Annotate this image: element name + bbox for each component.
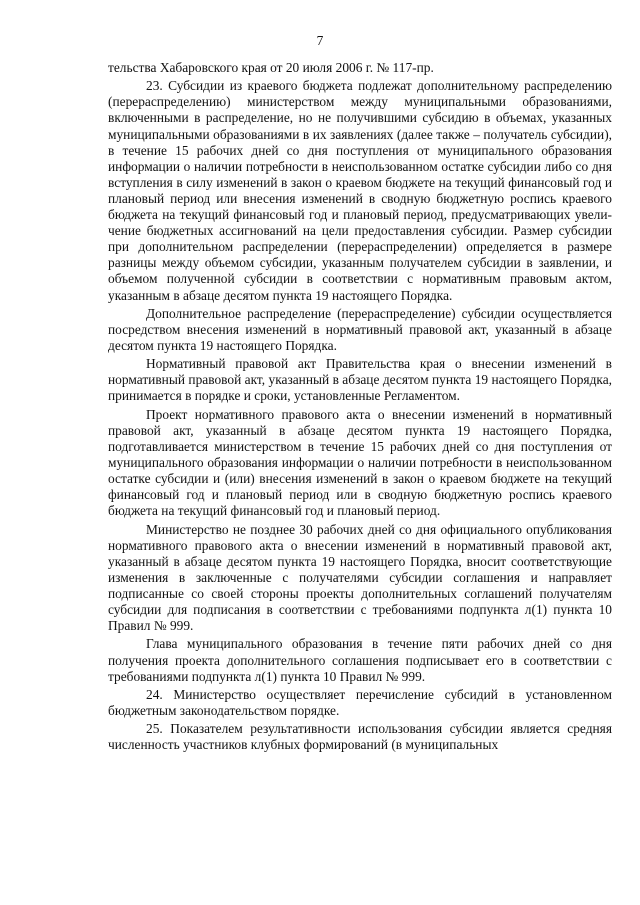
paragraph: 25. Показателем результативности использования субсидии является средняя численность участников клубных формирований (в муниципальных (108, 721, 612, 753)
paragraph: тельства Хабаровского края от 20 июля 2006 г. № 117-пр. (108, 60, 434, 75)
paragraph: 23. Субсидии из краевого бюджета подлежат дополнительному распределению (перераспределению) министерством между муниципальными образованиями, включенными в распределение, но не получившими субсидию в объемах, указанных муниципальными образованиями в их заявлениях (далее также – получатель субсидии), в течение 15 рабочих дней со дня поступления от муниципального образования информации о наличии потребности в неиспользованном остатке субсидии либо со дня вступления в силу изменений в закон о краевом бюджете на текущий финансовый год и плановый период или внесения изменений в сводную бюджетную роспись краевого бюджета на текущий финансовый год и плановый период, предусматривающих увеличение бюджетных ассигнований на цели предоставления субсидии. Размер субсидии при дополнительном распределении (перераспределении) определяется в размере разницы между объемом субсидии, указанным получателем субсидии в заявлении, и объемом полученной субсидии в соответствии с нормативным правовым актом, указанным в абзаце десятом пункта 19 настоящего Порядка. (108, 78, 612, 303)
paragraph: Дополнительное распределение (перераспределение) субсидии осуществляется посредством внесения изменений в нормативный правовой акт, указанный в абзаце десятом пункта 19 настоящего Порядка. (108, 305, 612, 353)
document-body (108, 60, 612, 756)
paragraph: Министерство не позднее 30 рабочих дней со дня официального опубликования нормативного правового акта о внесении изменений в нормативный правовой акт, указанный в абзаце десятом пункта 19 настоящего Порядка, вносит соответствующие изменения в заключенные с получателями субсидии соглашения и направляет подписанные со своей стороны проекты дополнительных соглашений получателям субсидии для подписания в соответствии с требованиями подпункта л(1) пункта 10 Правил № 999. (108, 521, 612, 634)
paragraph: Глава муниципального образования в течение пяти рабочих дней со дня получения проекта дополнительного соглашения подписывает его в соответствии с требованиями подпункта л(1) пункта 10 Правил № 999. (108, 636, 612, 684)
page-number: 7 (316, 33, 324, 48)
paragraph: Проект нормативного правового акта о внесении изменений в нормативный правовой акт, указанный в абзаце десятом пункта 19 настоящего Порядка, подготавливается министерством в течение 15 рабочих дней со дня поступления от муниципального образования информации о наличии потребности в неиспользованном остатке субсидии и (или) внесения изменений в закон о краевом бюджете на текущий финансовый год и плановый период или в сводную бюджетную роспись краевого бюджета на текущий финансовый год и плановый период. (108, 406, 612, 519)
paragraph: 24. Министерство осуществляет перечисление субсидий в установленном бюджетным законодательством порядке. (108, 686, 612, 718)
paragraph: Нормативный правовой акт Правительства края о внесении изменений в нормативный правовой акт, указанный в абзаце десятом пункта 19 настоящего Порядка, принимается в порядке и сроки, установленные Регламентом. (108, 356, 612, 404)
